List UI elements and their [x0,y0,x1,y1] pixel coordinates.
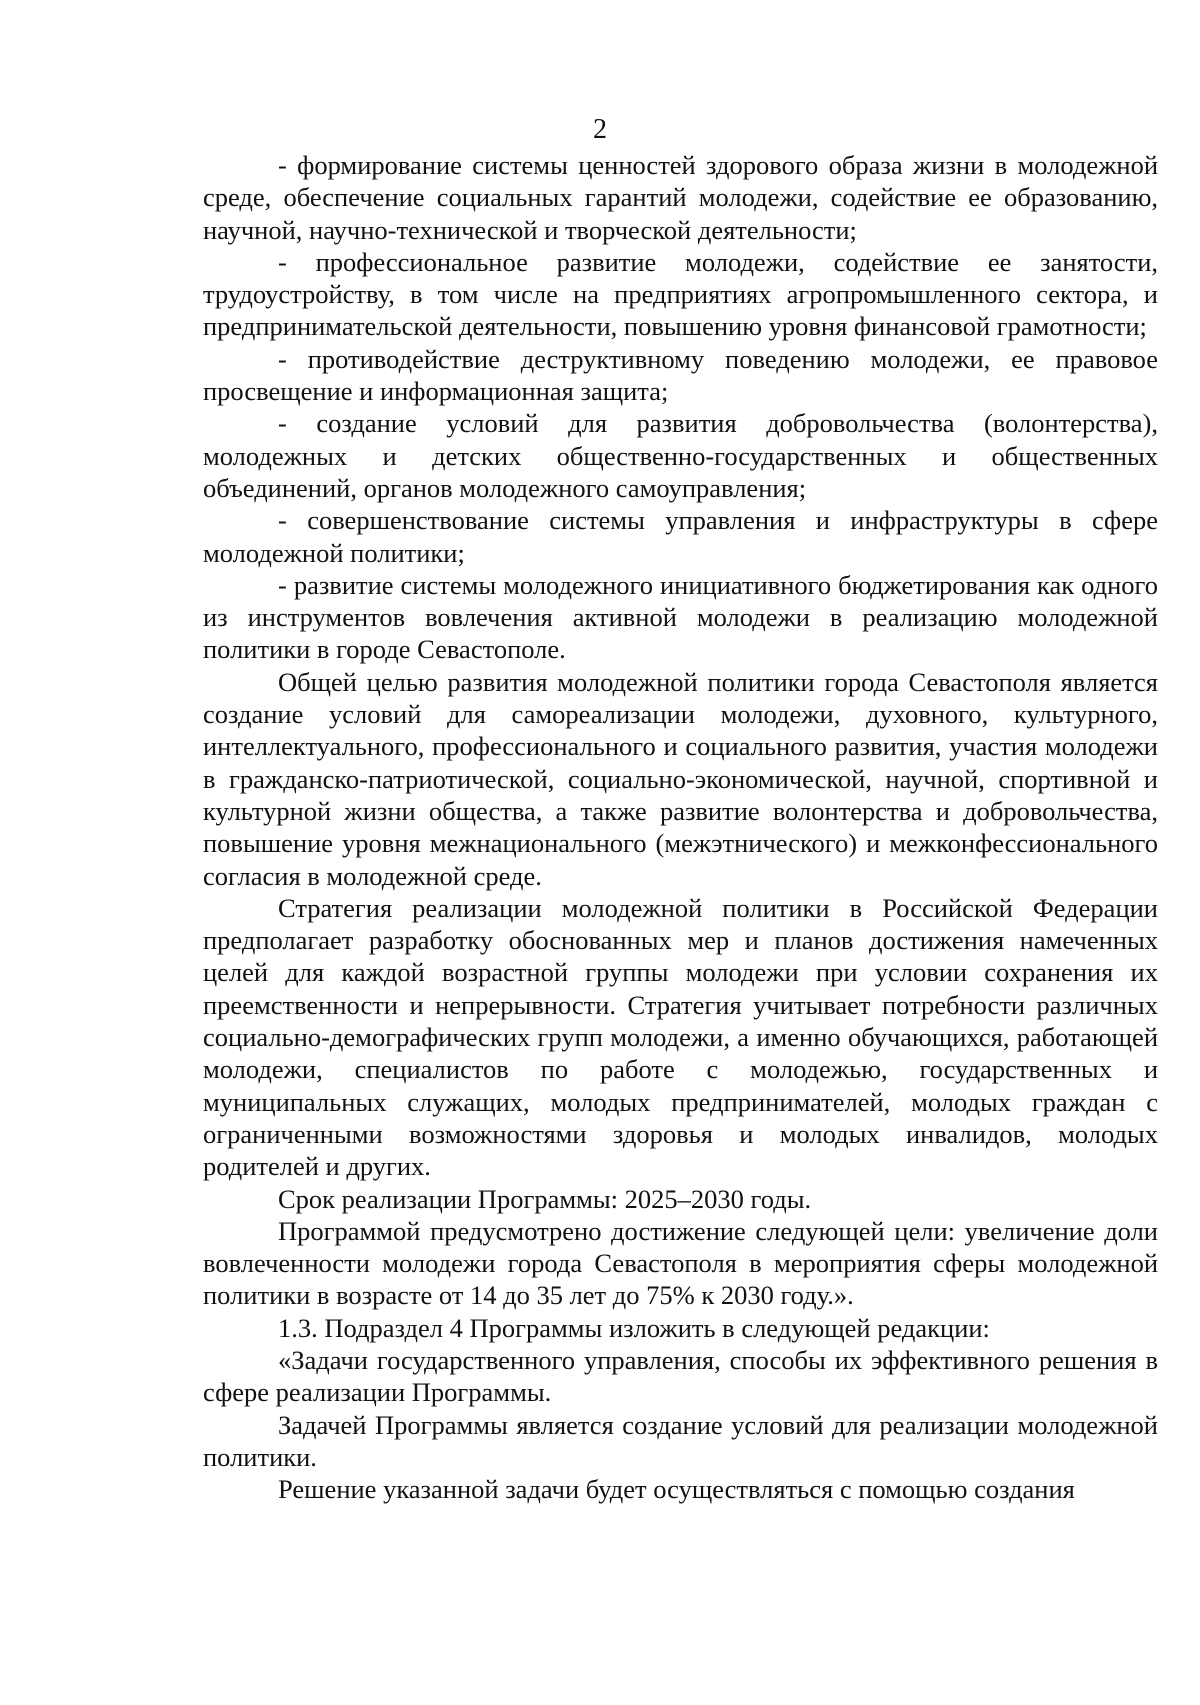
page-number: 2 [593,114,607,145]
list-item-healthy-lifestyle: - формирование системы ценностей здорового образа жизни в молодежной среде, обеспечение социальных гарантий молодежи, содействие ее образованию, научной, научно-технической и творческой деятельности; [203,150,1158,245]
paragraph-clause-1-3: 1.3. Подраздел 4 Программы изложить в следующей редакции: [278,1312,990,1343]
paragraph-section-title: «Задачи государственного управления, способы их эффективного решения в сфере реализации Программы. [203,1344,1158,1408]
paragraph-program-task: Задачей Программы является создание условий для реализации молодежной политики. [203,1409,1158,1472]
document-body [203,149,1158,1505]
list-item-professional-development: - профессиональное развитие молодежи, содействие ее занятости, трудоустройству, в том числе на предприятиях агропромышленного сектора, и предпринимательской деятельности, повышению уровня финансовой грамотности; [203,246,1158,342]
list-item-management-system: - совершенствование системы управления и инфраструктуры в сфере молодежной политики; [203,505,1158,568]
paragraph-program-goal: Программой предусмотрено достижение следующей цели: увеличение доли вовлеченности молодежи города Севастополя в мероприятия сферы молодежной политики в возрасте от 14 до 35 лет до 75% к 2030 году.». [203,1215,1158,1311]
paragraph-general-goal: Общей целью развития молодежной политики города Севастополя является создание условий для самореализации молодежи, духовного, культурного, интеллектуального, профессионального и социального развития, участия молодежи в гражданско-патриотической, социально-экономической, научной, спортивной и культурной жизни общества, а также развитие волонтерства и добровольчества, повышение уровня межнационального (межэтнического) и межконфессионального согласия в молодежной среде. [203,666,1158,891]
paragraph-task-solution: Решение указанной задачи будет осуществляться с помощью создания [278,1474,1075,1505]
paragraph-strategy: Стратегия реализации молодежной политики в Российской Федерации предполагает разработку обоснованных мер и планов достижения намеченных целей для каждой возрастной группы молодежи при условии сохранения их преемственности и непрерывности. Стратегия учитывает потребности различных социально-демографических групп молодежи, а именно обучающихся, работающей молодежи, специалистов по работе с молодежью, государственных и муниципальных служащих, молодых предпринимателей, молодых граждан с ограниченными возможностями здоровья и молодых инвалидов, молодых родителей и других. [203,892,1158,1182]
list-item-destructive-behavior: - противодействие деструктивному поведению молодежи, ее правовое просвещение и информационная защита; [203,343,1158,407]
list-item-budgeting: - развитие системы молодежного инициативного бюджетирования как одного из инструментов вовлечения активной молодежи в реализацию молодежной политики в городе Севастополе. [203,569,1158,665]
paragraph-implementation-period: Срок реализации Программы: 2025–2030 годы. [278,1183,812,1214]
list-item-volunteering: - создание условий для развития добровольчества (волонтерства), молодежных и детских общественно-государственных и общественных объединений, органов молодежного самоуправления; [203,408,1158,503]
